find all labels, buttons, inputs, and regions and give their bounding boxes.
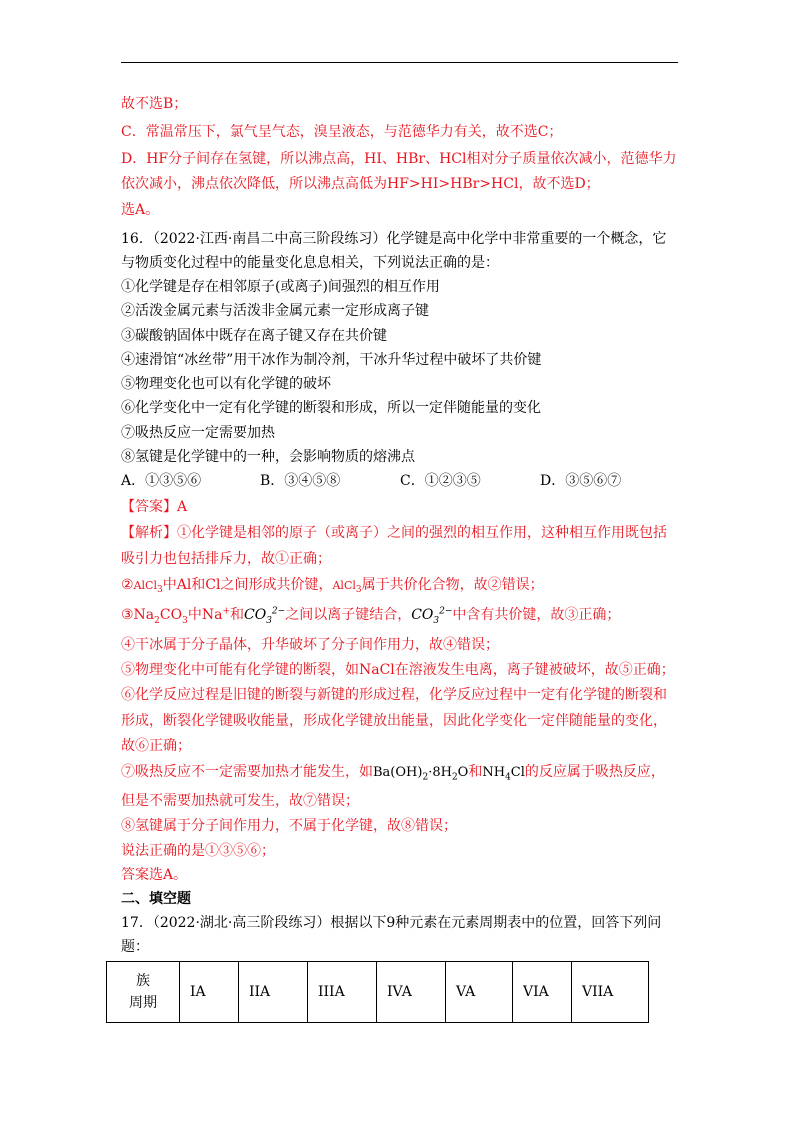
formula-baoh2: $Ba(OH)_2\cdot 8H_2O$	[373, 765, 469, 783]
text-line: 故不选B；	[121, 96, 188, 112]
option-b: B．③④⑤⑧	[260, 473, 341, 489]
formula-co3: $CO_3^{2-}$	[243, 606, 286, 626]
explanation-line: ⑧氢键属于分子间作用力，不属于化学键，故⑧错误；	[121, 818, 457, 834]
answer-line: 【答案】A	[121, 499, 188, 515]
group-header: IVA	[377, 962, 446, 1023]
option-c: C．①②③⑤	[400, 473, 481, 489]
explanation-line: ②AlCl$_3$中Al和Cl之间形成共价键，AlCl$_3$属于共价化合物，故②错误；	[121, 577, 544, 596]
text-line: D．HF分子间存在氢键，所以沸点高，HI、HBr、HCl相对分子质量依次减小，范德华力	[121, 151, 677, 167]
explanation-line: 答案选A。	[121, 867, 188, 883]
statement: ①化学键是存在相邻原子(或离子)间强烈的相互作用	[121, 279, 440, 295]
group-header: IA	[180, 962, 239, 1023]
text-line: C．常温常压下，氯气呈气态，溴呈液态，与范德华力有关，故不选C；	[121, 124, 563, 140]
statement: ⑧氢键是化学键中的一种，会影响物质的熔沸点	[121, 449, 415, 465]
explanation-line: ⑥化学反应过程是旧键的断裂与新键的形成过程，化学反应过程中一定有化学键的断裂和	[121, 687, 667, 703]
explanation-line: 故⑥正确；	[121, 738, 191, 754]
option-d: D．③⑤⑥⑦	[540, 473, 622, 489]
group-header: VIA	[513, 962, 572, 1023]
statement: ⑦吸热反应一定需要加热	[121, 425, 275, 441]
statement: ②活泼金属元素与活泼非金属元素一定形成离子键	[121, 303, 429, 319]
explanation-line: 【解析】①化学键是相邻的原子（或离子）之间的强烈的相互作用，这种相互作用既包括	[121, 525, 667, 541]
text-line: 依次减小，沸点依次降低，所以沸点高低为HF>HI>HBr>HCl，故不选D；	[121, 176, 600, 192]
statement: ⑤物理变化也可以有化学键的破坏	[121, 376, 331, 392]
explanation-line: ⑤物理变化中可能有化学键的断裂，如NaCl在溶液发生电离，离子键被破坏，故⑤正确；	[121, 662, 675, 678]
group-header: VIIA	[572, 962, 649, 1023]
text-line: 选A。	[121, 202, 160, 218]
explanation-line: 形成，断裂化学键吸收能量，形成化学键放出能量，因此化学变化一定伴随能量的变化，	[121, 713, 667, 729]
question-17-stem: 17．（2022·湖北·高三阶段练习）根据以下9种元素在元素周期表中的位置，回答下列问	[121, 915, 662, 931]
table-row	[107, 962, 649, 1023]
group-header: IIA	[239, 962, 308, 1023]
formula-alcl3: AlCl$_3$	[133, 579, 163, 596]
question-16-stem: 16．（2022·江西·南昌二中高三阶段练习）化学键是高中化学中非常重要的一个概念，它	[121, 231, 667, 247]
question-16-stem: 与物质变化过程中的能量变化息息相关，下列说法正确的是：	[121, 255, 499, 271]
explanation-line: 吸引力也包括排斥力，故①正确；	[121, 551, 331, 567]
section-heading: 二、填空题	[121, 891, 191, 907]
explanation-label: 【解析】	[121, 525, 177, 541]
explanation-line: 但是不需要加热就可发生，故⑦错误；	[121, 793, 359, 809]
group-header: VA	[446, 962, 513, 1023]
option-a: A．①③⑤⑥	[121, 473, 202, 489]
statement: ④速滑馆“冰丝带”用干冰作为制冷剂，干冰升华过程中破坏了共价键	[121, 352, 542, 368]
formula-nh4cl: $NH_4Cl$	[482, 765, 525, 783]
explanation-line: 说法正确的是①③⑤⑥；	[121, 843, 275, 859]
explanation-line: $③Na_2CO_3$中Na+和$CO_3^{2-}$之间以离子键结合，$CO_3^{2-}$中含有共价键，故③正确；	[121, 606, 621, 626]
explanation-line: ⑦吸热反应不一定需要加热才能发生，如$Ba(OH)_2\cdot 8H_2O$和$NH_4Cl$的反应属于吸热反应，	[121, 764, 665, 783]
periodic-table-grid	[106, 961, 649, 1023]
question-17-stem: 题：	[121, 939, 149, 955]
formula-co3: $CO_3^{2-}$	[411, 606, 453, 626]
statement: ③碳酸钠固体中既存在离子键又存在共价键	[121, 328, 387, 344]
statement: ⑥化学变化中一定有化学键的断裂和形成，所以一定伴随能量的变化	[121, 400, 541, 416]
explanation-line: ④干冰属于分子晶体，升华破坏了分子间作用力，故④错误；	[121, 637, 499, 653]
formula-alcl3: AlCl$_3$	[332, 579, 362, 596]
group-header: IIIA	[308, 962, 377, 1023]
header-rule	[121, 62, 678, 63]
table-corner-header: 族 周期	[107, 962, 180, 1023]
